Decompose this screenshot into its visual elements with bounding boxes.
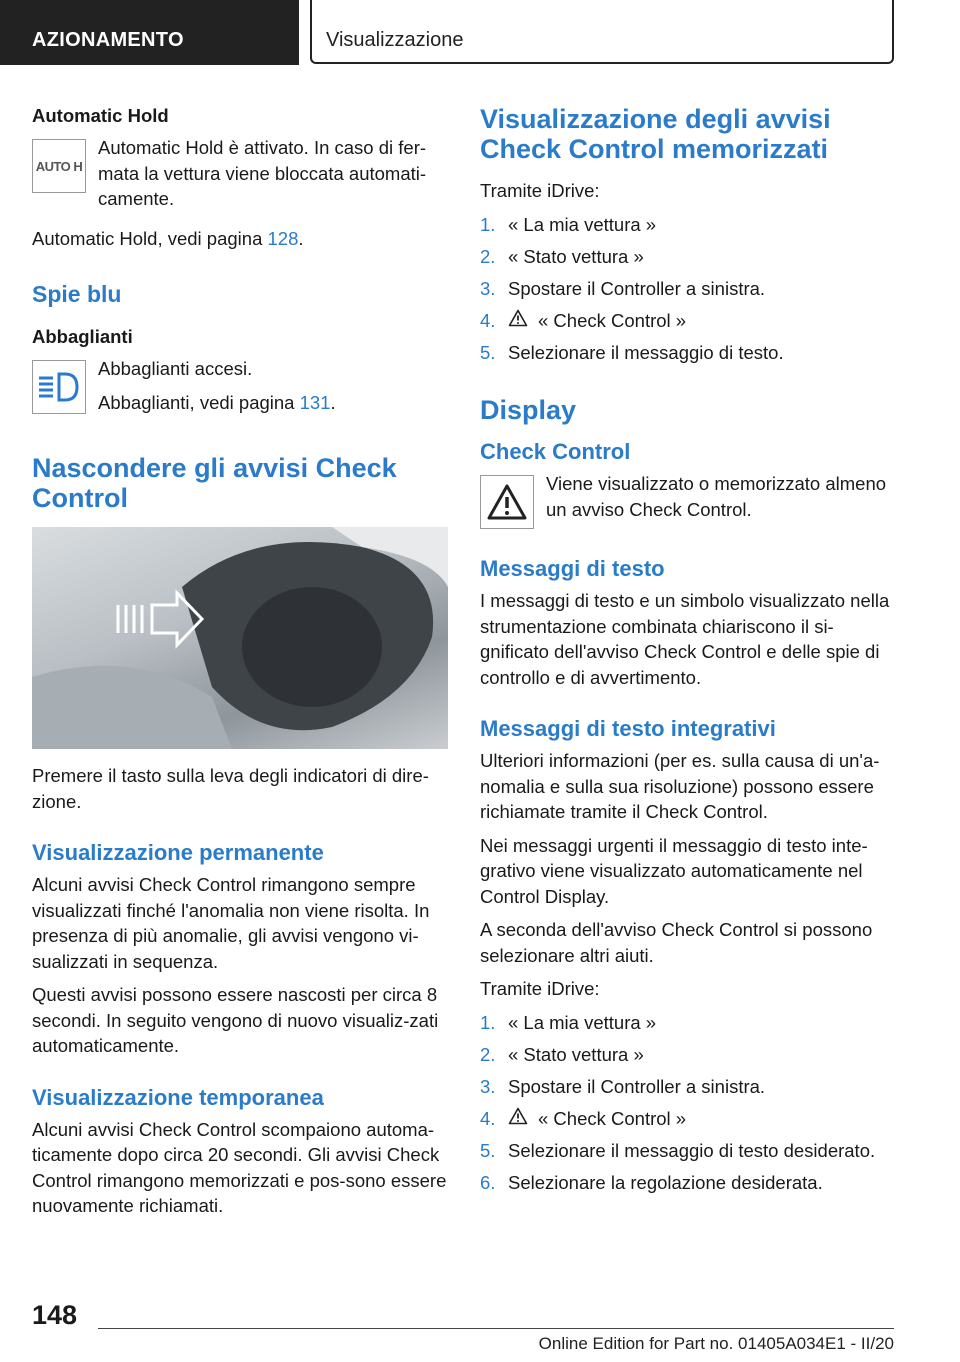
step-item <box>480 1170 896 1196</box>
high-beam-icon <box>32 360 86 414</box>
step-text: Spostare il Controller a sinistra. <box>508 1075 766 1097</box>
footer-edition: Online Edition for Part no. 01405A034E1 - II/20 <box>538 1334 894 1353</box>
step-number: 5. <box>480 1139 496 1161</box>
permanente-heading: Visualizzazione permanente <box>32 840 324 865</box>
step-item <box>480 308 896 334</box>
section-tab: AZIONAMENTO <box>0 0 299 65</box>
turn-signal-lever-photo <box>32 527 448 749</box>
step-number: 3. <box>480 1075 496 1097</box>
abbaglianti-text: Abbaglianti accesi. <box>98 358 253 379</box>
step-number: 1. <box>480 213 496 235</box>
abbaglianti-heading: Abbaglianti <box>32 326 133 347</box>
memorizzati-heading: Visualizzazione degli avvisi Check Control memorizzati <box>480 104 831 164</box>
abbaglianti-page-link[interactable]: 131 <box>299 391 331 413</box>
integrativi-heading: Messaggi di testo integrativi <box>480 716 776 741</box>
step-number: 4. <box>480 309 496 331</box>
page-title: Visualizzazione <box>310 0 894 64</box>
messaggi-heading: Messaggi di testo <box>480 556 665 581</box>
spie-blu-heading: Spie blu <box>32 281 122 307</box>
step-item <box>480 1074 896 1100</box>
step-item <box>480 1042 896 1068</box>
integrativi-steps <box>480 1010 896 1196</box>
step-number: 6. <box>480 1171 496 1193</box>
warning-triangle-icon <box>480 475 534 529</box>
nascondere-heading: Nascondere gli avvisi Check Control <box>32 453 397 513</box>
check-control-heading: Check Control <box>480 439 631 464</box>
messaggi-text: I messaggi di testo e un simbolo visualizzato nella strumentazione combinata chiariscono il si-gnificato dell'avviso Check Control e delle spie di controllo e di avvertimento. <box>480 590 890 688</box>
auto-hold-text: Automatic Hold è attivato. In caso di fer-mata la vettura viene bloccata automati-camente. <box>98 137 427 209</box>
step-number: 1. <box>480 1011 496 1033</box>
step-item <box>480 1138 896 1164</box>
left-column <box>32 100 448 1227</box>
integrativi-intro: Tramite iDrive: <box>480 978 600 999</box>
step-number: 3. <box>480 277 496 299</box>
warning-triangle-icon <box>508 308 530 334</box>
page-number: 148 <box>32 1300 78 1330</box>
right-column <box>480 100 896 1205</box>
auto-hold-ref: Automatic Hold, vedi pagina 128. <box>32 227 304 249</box>
step-number: 2. <box>480 245 496 267</box>
step-text: Selezionare il messaggio di testo desiderato. <box>508 1139 876 1161</box>
auto-hold-icon <box>32 139 86 193</box>
step-number: 4. <box>480 1107 496 1129</box>
integrativi-p1: Ulteriori informazioni (per es. sulla causa di un'a-nomalia e sulla sua risoluzione) possono essere richiamate tramite il Check Control. <box>480 750 880 822</box>
abbaglianti-ref: Abbaglianti, vedi pagina 131. <box>98 391 336 413</box>
check-control-row <box>480 471 896 530</box>
integrativi-p2: Nei messaggi urgenti il messaggio di testo inte-grativo viene visualizzato automaticamente nel Control Display. <box>480 834 868 907</box>
temporanea-p1: Alcuni avvisi Check Control scompaiono automa-ticamente dopo circa 20 secondi. Gli avvisi Check Control rimangono memorizzati e pos-sono essere nuovamente richiamati. <box>32 1118 447 1216</box>
integrativi-p3: A seconda dell'avviso Check Control si possono selezionare altri aiuti. <box>480 919 873 966</box>
step-text: Spostare il Controller a sinistra. <box>508 277 766 299</box>
abbaglianti-row <box>32 356 448 423</box>
step-text: « Check Control » <box>538 1107 687 1129</box>
step-item <box>480 340 896 366</box>
step-number: 5. <box>480 341 496 363</box>
step-text: Selezionare il messaggio di testo. <box>508 341 784 363</box>
step-item <box>480 1010 896 1036</box>
step-item <box>480 244 896 270</box>
step-item <box>480 276 896 302</box>
nascondere-text: Premere il tasto sulla leva degli indicatori di dire-zione. <box>32 765 429 812</box>
auto-hold-heading: Automatic Hold <box>32 105 169 126</box>
check-control-text: Viene visualizzato o memorizzato almeno un avviso Check Control. <box>546 473 887 520</box>
step-text: « Stato vettura » <box>508 1043 644 1065</box>
step-item <box>480 1106 896 1132</box>
display-heading: Display <box>480 395 577 425</box>
footer-divider <box>98 1328 894 1329</box>
step-text: « La mia vettura » <box>508 1011 657 1033</box>
step-item <box>480 212 896 238</box>
warning-triangle-icon <box>508 1106 530 1132</box>
step-text: Selezionare la regolazione desiderata. <box>508 1171 823 1193</box>
permanente-p2: Questi avvisi possono essere nascosti per circa 8 secondi. In seguito vengono di nuovo visualiz-zati automaticamente. <box>32 984 439 1056</box>
memorizzati-steps <box>480 212 896 366</box>
step-text: « Stato vettura » <box>508 245 644 267</box>
auto-hold-page-link[interactable]: 128 <box>267 227 299 249</box>
step-text: « Check Control » <box>538 309 687 331</box>
temporanea-heading: Visualizzazione temporanea <box>32 1084 324 1110</box>
step-text: « La mia vettura » <box>508 213 657 235</box>
memorizzati-intro: Tramite iDrive: <box>480 180 600 201</box>
auto-hold-row <box>32 135 448 220</box>
auto-hold-icon-label: AUTO H <box>35 158 83 174</box>
permanente-p1: Alcuni avvisi Check Control rimangono sempre visualizzati finché l'anomalia non viene risolta. In presenza di più anomalie, gli avvisi vengono vi-sualizzati in sequenza. <box>32 874 430 972</box>
step-number: 2. <box>480 1043 496 1065</box>
